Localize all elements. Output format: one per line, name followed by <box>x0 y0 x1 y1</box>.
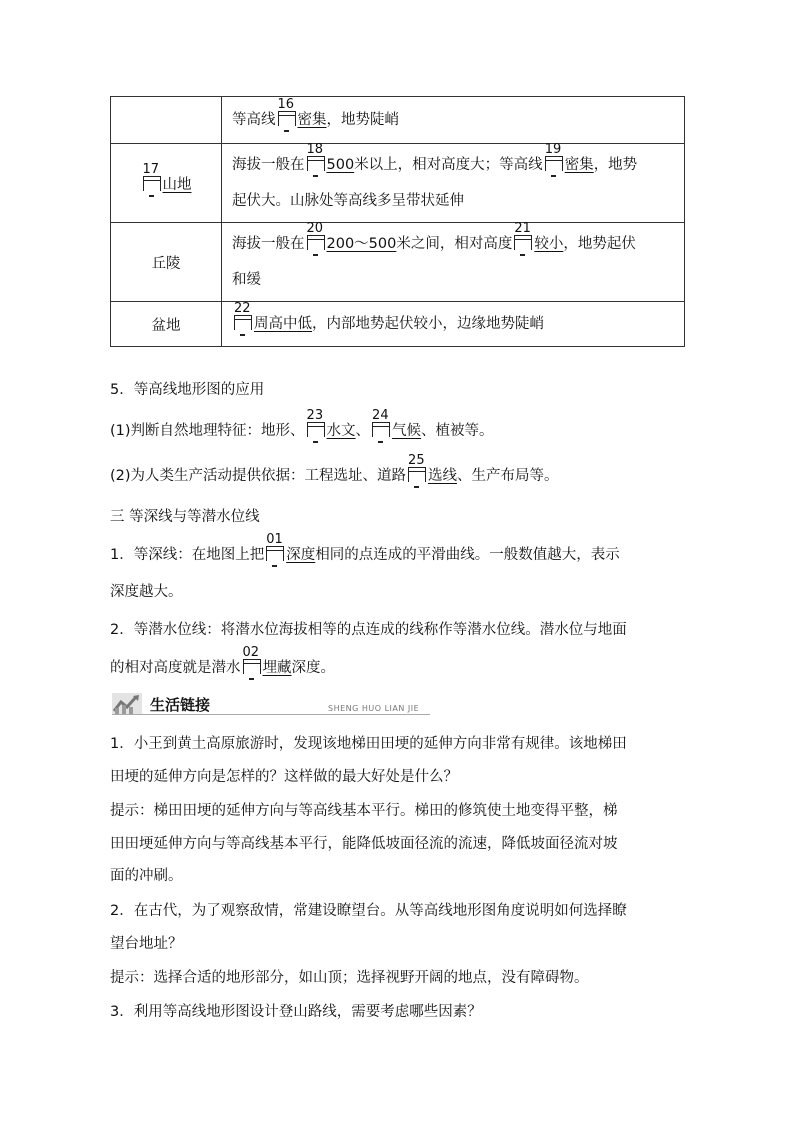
question-line: 2．在古代，为了观察敌情，常建设瞭望台。从等高线地形图角度说明如何选择瞭 <box>110 903 627 919</box>
answer-blank[interactable]: 16 <box>277 107 297 127</box>
table-row <box>111 97 685 144</box>
answer-text: 埋藏 <box>262 660 292 676</box>
answer-text: 周高中低 <box>254 316 312 332</box>
section3-p2-line1: 2．等潜水位线：将潜水位海拔相等的点连成的线称作等潜水位线。潜水位与地面 <box>110 622 627 638</box>
answer-blank[interactable]: 24 <box>371 418 391 438</box>
life-link-pinyin: SHENG HUO LIAN JIE <box>328 704 420 713</box>
section3-p1-line2: 深度越大。 <box>110 584 183 600</box>
table-row <box>111 144 685 223</box>
answer-blank[interactable]: 25 <box>407 463 427 483</box>
answer-blank[interactable]: 21 <box>513 231 533 251</box>
answer-text: 深度 <box>286 547 316 563</box>
terrain-name-cell: 盆地 <box>111 302 222 347</box>
terrain-name-cell: 丘陵 <box>111 223 222 302</box>
question-line: 田埂的延伸方向是怎样的？这样做的最大好处是什么？ <box>110 769 458 785</box>
section3-p2-line2: 的相对高度就是潜水 02 埋藏深度。 <box>110 655 690 677</box>
trend-chart-icon <box>112 693 142 715</box>
answer-line: 面的冲刷。 <box>110 868 183 884</box>
answer-line: 提示：梯田田埂的延伸方向与等高线基本平行。梯田的修筑使土地变得平整，梯 <box>110 803 618 819</box>
answer-text: 选线 <box>428 468 458 484</box>
answer-blank[interactable]: 18 <box>306 152 326 172</box>
answer-line: 提示：选择合适的地形部分，如山顶；选择视野开阔的地点，没有障碍物。 <box>110 970 589 986</box>
answer-text: 山地 <box>162 177 192 193</box>
terrain-name-cell <box>111 144 222 223</box>
answer-blank[interactable]: 02 <box>242 655 262 675</box>
answer-text: 水文 <box>326 423 356 439</box>
life-link-title: 生活链接 <box>150 696 211 714</box>
section-title: 三 等深线与等潜水位线 <box>110 509 260 525</box>
answer-blank[interactable]: 17 <box>142 172 162 192</box>
table-row <box>111 223 685 302</box>
terrain-desc-cell: 22 周高中低，内部地势起伏较小，边缘地势陡峭 <box>222 302 685 347</box>
table-row <box>111 302 685 347</box>
answer-text: 密集 <box>297 112 327 128</box>
question-line: 1．小王到黄土高原旅游时，发现该地梯田田埂的延伸方向非常有规律。该地梯田 <box>110 736 627 752</box>
answer-line: 田田埂延伸方向与等高线基本平行，能降低坡面径流的流速，降低坡面径流对坡 <box>110 836 618 852</box>
terrain-desc-cell: 海拔一般在 18 500米以上，相对高度大；等高线 19 密集，地势 起伏大。山脉处等高线多呈带状延伸 <box>222 144 685 223</box>
answer-text: 500 <box>326 157 355 173</box>
answer-blank[interactable]: 01 <box>265 542 285 562</box>
section5-item1: (1)判断自然地理特征：地形、 23 水文、 24 气候、植被等。 <box>110 418 690 440</box>
answer-text: 气候 <box>392 423 422 439</box>
question-line: 望台地址？ <box>110 936 183 952</box>
section3-p1-line1: 1．等深线：在地图上把 01 深度相同的点连成的平滑曲线。一般数值越大，表示 <box>110 542 690 564</box>
answer-text: 200～500 <box>326 236 397 252</box>
answer-blank[interactable]: 19 <box>544 152 564 172</box>
answer-blank[interactable]: 22 <box>233 311 253 331</box>
section5-item2: (2)为人类生产活动提供依据：工程选址、道路 25 选线、生产布局等。 <box>110 463 690 485</box>
terrain-desc-cell: 等高线 16 密集，地势陡峭 <box>222 97 685 144</box>
answer-text: 较小 <box>534 236 564 252</box>
answer-blank[interactable]: 20 <box>306 231 326 251</box>
terrain-name-cell <box>111 97 222 144</box>
section-title: 5．等高线地形图的应用 <box>110 382 265 398</box>
terrain-table <box>110 96 685 347</box>
answer-blank[interactable]: 23 <box>306 418 326 438</box>
question-line: 3．利用等高线地形图设计登山路线，需要考虑哪些因素？ <box>110 1004 482 1020</box>
terrain-desc-cell: 海拔一般在 20 200～500米之间，相对高度 21 较小，地势起伏 和缓 <box>222 223 685 302</box>
answer-text: 密集 <box>564 157 594 173</box>
life-link-heading <box>112 693 430 715</box>
